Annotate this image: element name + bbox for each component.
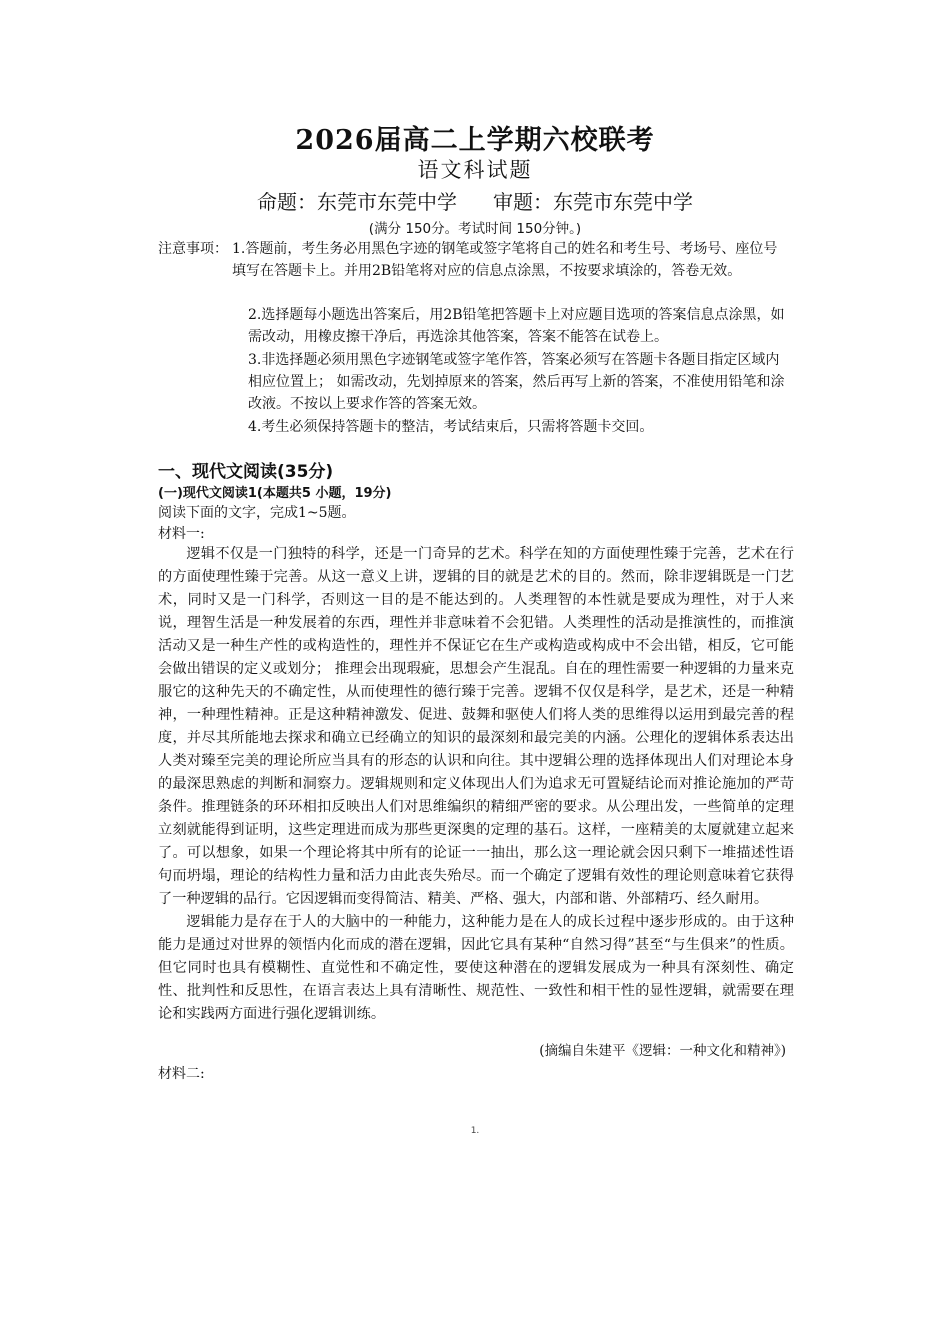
instruction-text: 阅读下面的文字，完成1~5题。: [158, 505, 356, 521]
section-heading: 一、现代文阅读(35分): [158, 462, 334, 482]
proposer: 命题：东莞市东莞中学: [257, 190, 457, 214]
score-info: (满分 150分。考试时间 150分钟。): [368, 221, 582, 237]
page-number: 1.: [470, 1126, 480, 1136]
passage-paragraph-2: 逻辑能力是存在于人的大脑中的一种能力，这种能力是在人的成长过程中逐步形成的。由于这种能力是通过对世界的领悟内化而成的潜在逻辑，因此它具有某种“自然习得”甚至“与生俱来”的性质。但它同时也具有模糊性、直觉性和不确定性，要使这种潜在的逻辑发展成为一种具有深刻性、确定性、批判性和反思性，在语言表达上具有清晰性、规范性、一致性和相干性的显性逻辑，就需要在理论和实践两方面进行强化逻辑训练。: [158, 914, 794, 1022]
exam-authors: [0, 186, 950, 215]
passage-source: (摘编自朱建平《逻辑：一种文化和精神》): [539, 1043, 786, 1059]
subsection-heading: (一)现代文阅读1(本题共5 小题，19分): [158, 486, 392, 501]
passage-body: [158, 543, 794, 1026]
note-item-1: 1.答题前，考生务必用黑色字迹的钢笔或签字笔将自己的姓名和考生号、考场号、座位号填写在答题卡上。并用2B铅笔将对应的信息点涂黑，不按要求填涂的，答卷无效。: [232, 241, 778, 279]
note-item-4: 4.考生必须保持答题卡的整洁，考试结束后，只需将答题卡交回。: [248, 419, 654, 435]
note-item-3: 3.非选择题必须用黑色字迹钢笔或签字笔作答，答案必须写在答题卡各题目指定区域内相应位置上； 如需改动，先划掉原来的答案，然后再写上新的答案，不准使用铅笔和涂改液。不按以上要求作答的答案无效。: [248, 352, 785, 412]
notes-label: 注意事项：: [158, 241, 228, 257]
exam-title: 2026届高二上学期六校联考: [295, 125, 655, 156]
exam-subject: 语文科试题: [417, 158, 533, 182]
passage-paragraph-1: 逻辑不仅是一门独特的科学，还是一门奇异的艺术。科学在知的方面使理性臻于完善，艺术在行的方面使理性臻于完善。从这一意义上讲，逻辑的目的就是艺术的目的。然而，除非逻辑既是一门艺术，同时又是一门科学，否则这一目的是不能达到的。人类理智的本性就是要成为理性，对于人来说，理智生活是一种发展着的东西，理性并非意味着不会犯错。人类理性的活动是推演性的，而推演活动又是一种生产性的或构造性的，理性并不保证它在生产或构造或构成中不会出错，相反，它可能会做出错误的定义或划分； 推理会出现瑕疵，思想会产生混乱。自在的理性需要一种逻辑的力量来克服它的这种先天的不确定性，从而使理性的德行臻于完善。逻辑不仅仅是科学，是艺术，还是一种精神，一种理性精神。正是这种精神激发、促进、鼓舞和驱使人们将人类的思维得以运用到最完善的程度，并尽其所能地去探求和确立已经确立的知识的最深刻和最完美的内涵。公理化的逻辑体系表达出人类对臻至完美的理论所应当具有的形态的认识和向往。其中逻辑公理的选择体现出人们对理论本身的最深思熟虑的判断和洞察力。逻辑规则和定义体现出人们为追求无可置疑结论而对推论施加的严苛条件。推理链条的环环相扣反映出人们对思维编织的精细严密的要求。从公理出发，一些简单的定理立刻就能得到证明，这些定理进而成为那些更深奥的定理的基石。这样，一座精美的太厦就建立起来了。可以想象，如果一个理论将其中所有的论证一一抽出，那么这一理论就会因只剩下一堆描述性语句而坍塌，理论的结构性力量和活力由此丧失殆尽。而一个确定了逻辑有效性的理论则意味着它获得了一种逻辑的品行。它因逻辑而变得简洁、精美、严格、强大，内部和谐、外部精巧、经久耐用。: [158, 546, 794, 907]
reviewer: 审题：东莞市东莞中学: [493, 190, 693, 214]
material2-label: 材料二:: [158, 1066, 205, 1082]
material1-label: 材料一:: [158, 526, 205, 542]
note-item-2: 2.选择题每小题选出答案后，用2B铅笔把答题卡上对应题目选项的答案信息点涂黑，如需改动，用橡皮擦干净后，再选涂其他答案，答案不能答在试卷上。: [248, 307, 785, 345]
